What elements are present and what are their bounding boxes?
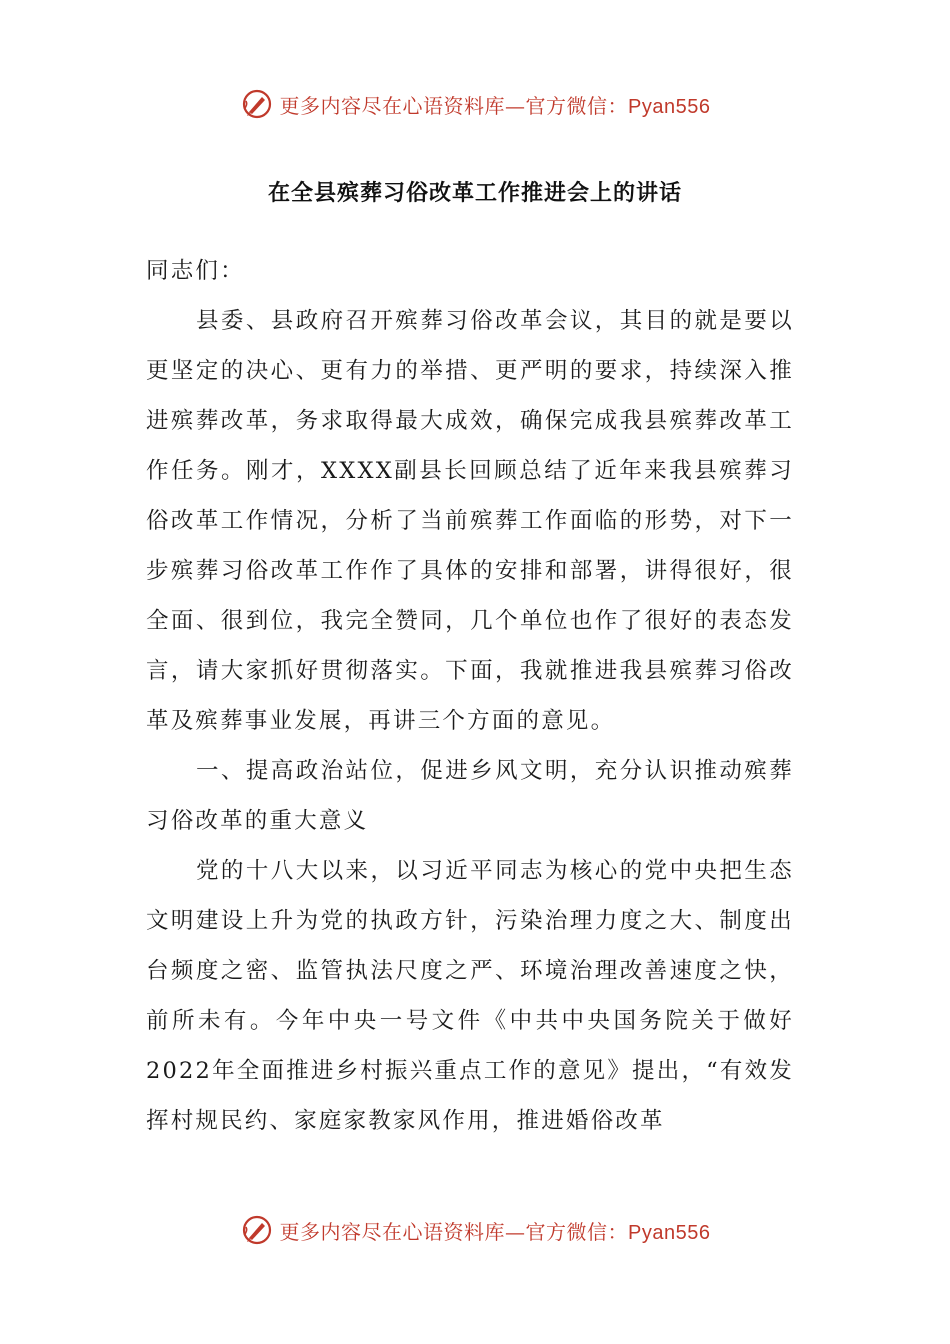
paragraph-1: 县委、县政府召开殡葬习俗改革会议，其目的就是要以更坚定的决心、更有力的举措、更严明的要求，持续深入推进殡葬改革，务求取得最大成效，确保完成我县殡葬改革工作任务。刚才，XXXX副县长回顾总结了近年来我县殡葬习俗改革工作情况，分析了当前殡葬工作面临的形势，对下一步殡葬习俗改革工作作了具体的安排和部署，讲得很好，很全面、很到位，我完全赞同，几个单位也作了很好的表态发言，请大家抓好贯彻落实。下面，我就推进我县殡葬习俗改革及殡葬事业发展，再讲三个方面的意见。: [146, 308, 794, 734]
watermark-banner-top: [0, 84, 950, 124]
watermark-text: [280, 90, 711, 119]
watermark-dash: —: [505, 93, 526, 118]
watermark-text: [280, 1216, 711, 1245]
watermark-label: 官方微信：: [525, 93, 629, 118]
watermark-main: 更多内容尽在心语资料库: [279, 93, 506, 118]
section-heading-1: 一、提高政治站位，促进乡风文明，充分认识推动殡葬习俗改革的重大意义: [146, 758, 794, 834]
paragraph-2: 党的十八大以来，以习近平同志为核心的党中央把生态文明建设上升为党的执政方针，污染治理力度之大、制度出台频度之密、监管执法尺度之严、环境治理改善速度之快，前所未有。今年中央一号文件《中共中央国务院关于做好2022年全面推进乡村振兴重点工作的意见》提出，“有效发挥村规民约、家庭家教家风作用，推进婚俗改革: [146, 858, 794, 1134]
document-body: [146, 246, 794, 1146]
salutation: 同志们：: [146, 258, 245, 284]
watermark-label: 官方微信：: [525, 1219, 629, 1244]
watermark-dash: —: [505, 1219, 526, 1244]
watermark-banner-bottom: [0, 1210, 950, 1250]
document-title: 在全县殡葬习俗改革工作推进会上的讲话: [267, 181, 682, 206]
pen-logo-icon: [240, 87, 274, 121]
pen-logo-icon: [240, 1213, 274, 1247]
watermark-id: Pyan556: [628, 1221, 711, 1244]
watermark-id: Pyan556: [628, 95, 711, 118]
watermark-main: 更多内容尽在心语资料库: [279, 1219, 506, 1244]
